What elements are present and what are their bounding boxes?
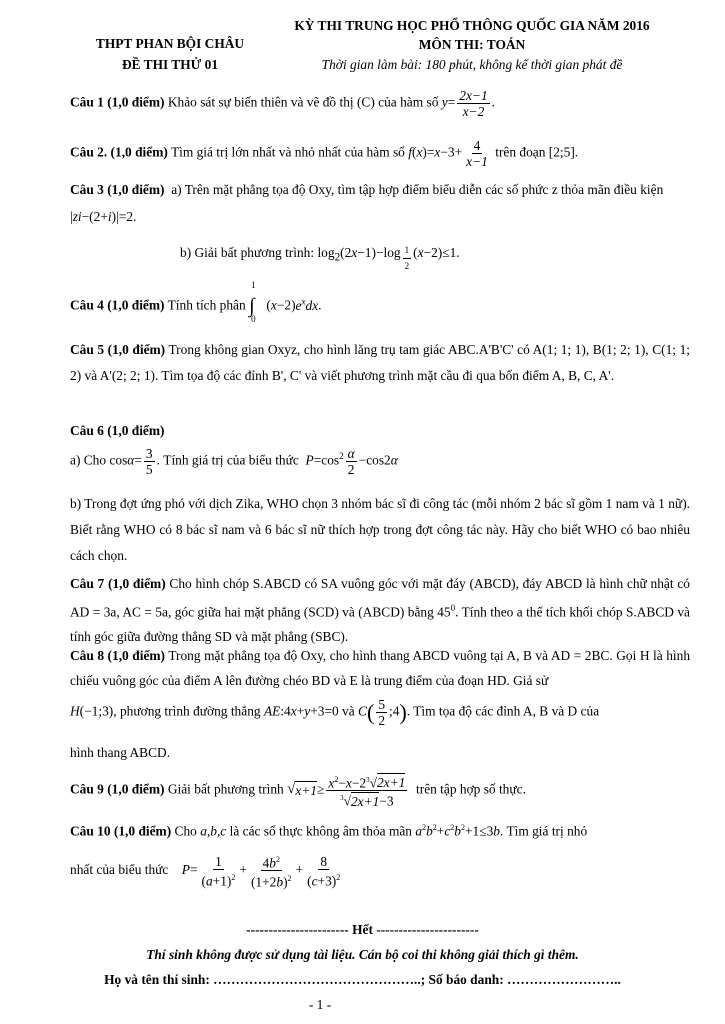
question-7: Câu 7 (1,0 điểm) Cho hình chóp S.ABCD có SA vuông góc với mặt đáy (ABCD), đáy ABCD là hình chữ nhật có AD = 3a, AC = 5a, góc giữa hai mặt phẳng (SCD) và (ABCD) bằng $45^0$. Tính theo a thể tích khối chóp S.ABCD và tính góc giữa đường thẳng SD và mặt phẳng (SBC). xyxy=(70,576,690,645)
school-name: THPT PHAN BỘI CHÂU xyxy=(95,36,245,51)
exam-duration: Thời gian làm bài: 180 phút, không kể thời gian phát đề xyxy=(321,57,623,72)
question-4: Câu 4 (1,0 điểm) Tính tích phân 1 ∫ 0 $(x-2)e^xdx$. xyxy=(70,280,322,324)
exam-number: ĐỀ THI THỬ 01 xyxy=(121,57,219,72)
candidate-info: Họ và tên thí sinh: ………………………………………..; Số báo danh: …………………….. xyxy=(104,972,621,987)
footer-note: Thí sinh không được sử dụng tài liệu. Cán bộ coi thi không giải thích gì thêm. xyxy=(146,947,579,962)
question-3a: Câu 3 (1,0 điểm) a) Trên mặt phẳng tọa độ Oxy, tìm tập hợp điểm biểu diễn các số phức z thỏa mãn điều kiện xyxy=(70,182,664,197)
question-8: Câu 8 (1,0 điểm) Trong mặt phẳng tọa độ Oxy, cho hình thang ABCD vuông tại A, B và AD = 2BC. Gọi H là hình chiếu vuông góc của điểm A lên đường chéo BD và E là trung điểm của đoạn HD. Giả sử xyxy=(70,648,691,688)
question-9: Câu 9 (1,0 điểm) Giải bất phương trình √ x+1 ≥ $\frac{x^2-x-2^3√2x+1}{^3√2x+1-3}$ trên tập hợp số thực. xyxy=(70,772,710,809)
question-8-cont: H(−1;3), phương trình đường thẳng AE:4x+y+3=0 và C( $\frac{5}{2}$ ;4). Tìm tọa độ các đỉnh A, B và D của xyxy=(70,697,600,728)
exam-subject: MÔN THI: TOÁN xyxy=(418,37,526,52)
question-10: Câu 10 (1,0 điểm) Cho a,b,c là các số thực không âm thỏa mãn $a^2b^2+c^2b^2+1\le 3b$. Tìm giá trị nhỏ xyxy=(70,823,588,839)
question-5: Câu 5 (1,0 điểm) Trong không gian Oxyz, cho hình lăng trụ tam giác ABC.A'B'C' có A(1; 1; 1), B(1; 2; 1), C(1; 1; 2) và A'(2; 2; 1). Tìm tọa độ các đỉnh B', C' và viết phương trình mặt cầu đi qua bốn điểm A, B, C, A'. xyxy=(70,342,690,383)
question-1: Câu 1 (1,0 điểm) Khảo sát sự biến thiên và vẽ đồ thị (C) của hàm số y= $\frac{2x-1}{x-2}$ . xyxy=(70,88,495,119)
exam-title: KỲ THI TRUNG HỌC PHỔ THÔNG QUỐC GIA NĂM 2016 xyxy=(294,18,650,33)
page-number: - 1 - xyxy=(308,997,332,1012)
question-2: Câu 2. (1,0 điểm) Tìm giá trị lớn nhất và nhỏ nhất của hàm số f(x)=x−3+ $\frac{4}{x-1}$ trên đoạn [2;5]. xyxy=(70,138,579,169)
end-marker: ----------------------- Hết ----------------------- xyxy=(246,922,479,937)
question-3b: b) Giải bất phương trình: $\log_2(2x-1)-\log$ $_{\frac{1}{2}}$ (x−2)≤1. xyxy=(180,244,460,271)
question-3a-condition: |zi−(2+i)|=2. xyxy=(70,209,137,224)
question-10-expr: nhất của biểu thức P= $\frac{1}{(a+1)^2}$ + $\frac{4b^2}{(1+2b)^2}$ + $\frac{8}{(c+3)^2}$ xyxy=(70,853,341,890)
question-6a: a) Cho cosα= $\frac{3}{5}$ . Tính giá trị của biểu thức $P=\cos^2$ $\frac{\alpha}{2}$ −cos2α xyxy=(70,446,398,477)
question-6b: b) Trong đợt ứng phó với dịch Zika, WHO chọn 3 nhóm bác sĩ đi công tác (mỗi nhóm 2 bác sĩ gồm 1 nam và 1 nữ). Biết rằng WHO có 8 bác sĩ nam và 6 bác sĩ nữ thích hợp trong đợt công tác này. Hãy cho biết WHO có bao nhiêu cách chọn. xyxy=(70,496,690,563)
question-6-label: Câu 6 (1,0 điểm) xyxy=(70,423,165,438)
question-8-end: hình thang ABCD. xyxy=(70,745,171,760)
